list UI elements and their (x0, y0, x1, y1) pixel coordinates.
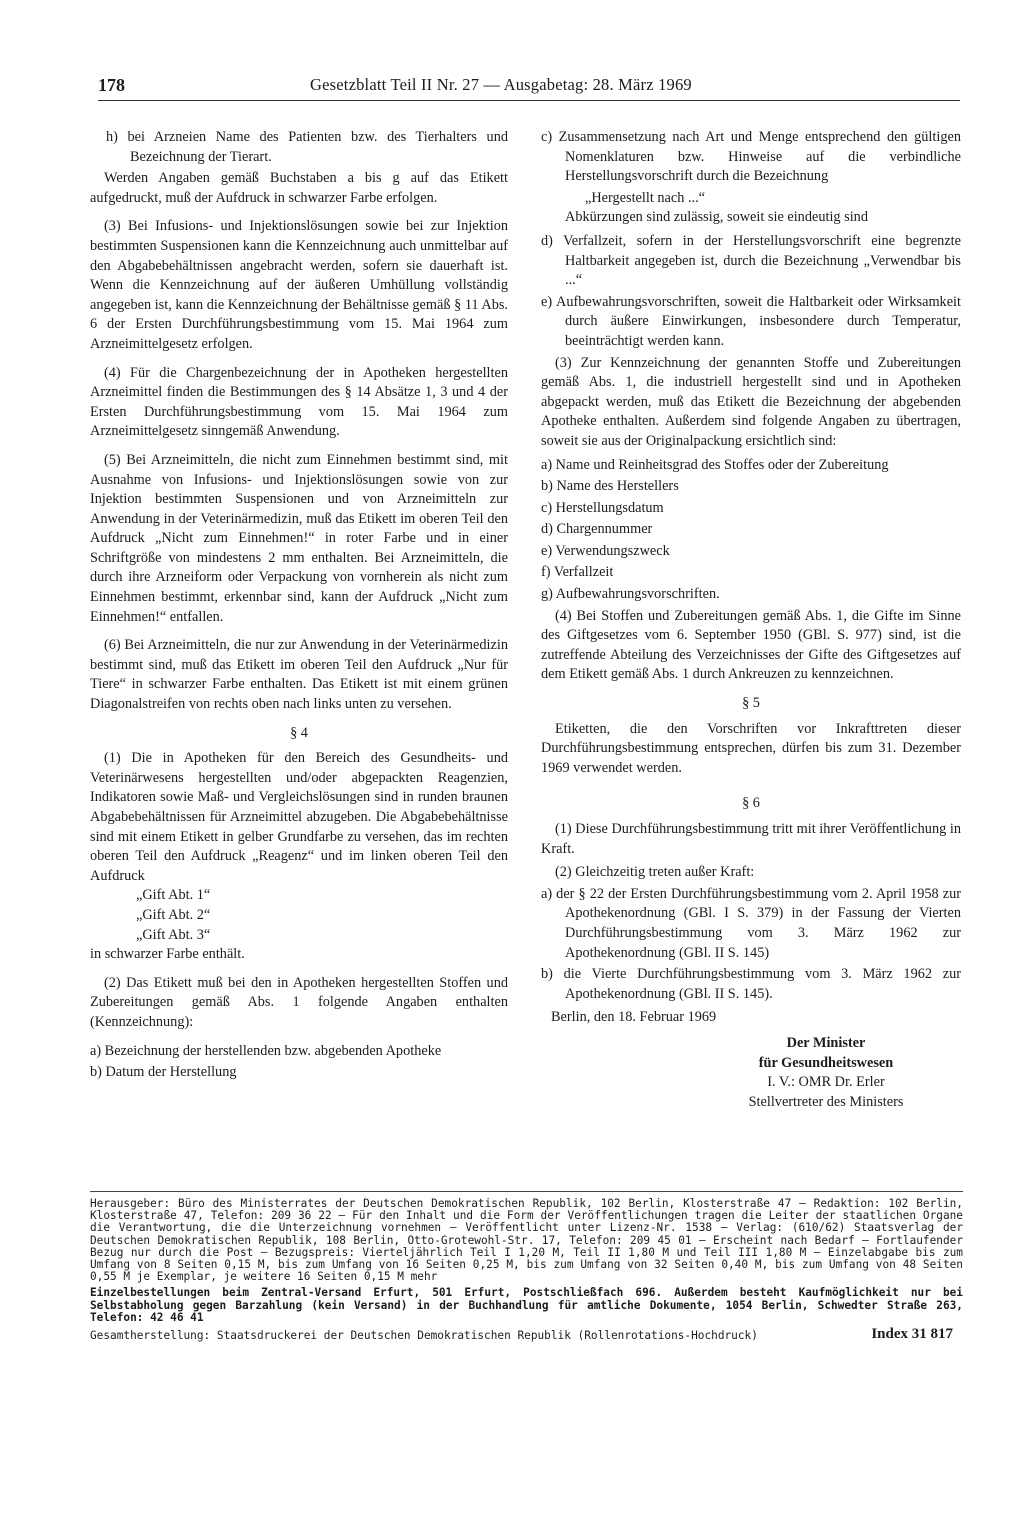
list-item-h: h) bei Arzneien Name des Patienten bzw. des Tierhalters und Bezeichnung der Tierart. (106, 129, 508, 165)
right-column (541, 128, 961, 1112)
header-rule (98, 100, 960, 101)
minister-title: Der Minister (786, 1034, 866, 1051)
imprint: Gesamtherstellung: Staatsdruckerei der Deutschen Demokratischen Republik (Rollenrotations-Hochdruck) (90, 1329, 758, 1343)
publisher-info: Herausgeber: Büro des Ministerrates der Deutschen Demokratischen Republik, 102 Berlin, Klosterstraße 47 – Redaktion: 102 Berlin, Klosterstraße 47, Telefon: 209 36 22 – Für den Inhalt und die Form der Veröffentlichungen tragen die Leiter der staatlichen Organe die Verantwortung, die die Unterzeichnung vornehmen – Veröffentlicht unter Lizenz-Nr. 1538 – Verlag: (610/62) Staatsverlag der Deutschen Demokratischen Republik, 108 Berlin, Otto-Grotewohl-Str. 17, Telefon: 209 45 01 – Erscheint nach Bedarf – Fortlaufender Bezug nur durch die Post – Bezugspreis: Vierteljährlich Teil I 1,20 M, Teil II 1,80 M und Teil III 1,80 M – Einzelabgabe bis zum Umfang von 8 Seiten 0,15 M, bis zum Umfang von 16 Seiten 0,25 M, bis zum Umfang von 32 Seiten 0,40 M, bis zum Umfang von 48 Seiten 0,55 M je Exemplar, je weitere 16 Seiten 0,15 M mehr (90, 1197, 963, 1284)
list-item: a) der § 22 der Ersten Durchführungsbestimmung vom 2. April 1958 zur Apothekenordnung (GBl. I S. 379) in der Fassung der Vierten Durchführungsbestimmung vom 3. März 1962 zur Apothekenordnung (GBl. II S. 145) (541, 885, 961, 961)
header-title: Gesetzblatt Teil II Nr. 27 — Ausgabetag: 28. März 1969 (310, 75, 692, 94)
list-item: a) Name und Reinheitsgrad des Stoffes oder der Zubereitung (541, 456, 889, 473)
section-6-paragraph-1: (1) Diese Durchführungsbestimmung tritt mit ihrer Veröffentlichung in Kraft. (541, 821, 961, 857)
section-4-paragraph-1-end: in schwarzer Farbe enthält. (90, 946, 245, 963)
list-item-e: e) Aufbewahrungsvorschriften, soweit die Haltbarkeit oder Wirksamkeit durch äußere Einwirkungen, insbesondere durch Temperatur, beeinträchtigt werden kann. (541, 293, 961, 349)
page-header (98, 75, 960, 99)
gift-line: „Gift Abt. 1“ (136, 887, 211, 904)
section-5-text: Etiketten, die den Vorschriften vor Inkrafttreten dieser Durchführungsbestimmung entsprechen, dürfen bis zum 31. Dezember 1969 verwendet werden. (541, 720, 961, 776)
paragraph-6: (6) Bei Arzneimitteln, die nur zur Anwendung in der Veterinärmedizin bestimmt sind, muß das Etikett im oberen Teil den Aufdruck „Nur für Tiere“ in schwarzer Farbe enthalten. Das Etikett ist mit einem grünen Diagonalstreifen von rechts oben nach links unten zu versehen. (90, 637, 508, 713)
section-5-heading: § 5 (742, 695, 760, 712)
paragraph-5: (5) Bei Arzneimitteln, die nicht zum Einnehmen bestimmt sind, mit Ausnahme von Infusions- und Injektionslösungen sowie von zur Injektion bestimmten Suspensionen und von Arzneimitteln zur Anwendung in der Veterinärmedizin, muß das Etikett im oberen Teil den Aufdruck „Nicht zum Einnehmen!“ in roter Farbe und in einer Schriftgröße von mindestens 2 mm enthalten. Bei Arzneimitteln, die durch ihre Arzneiform oder Verpackung von vornherein als nicht zum Einnehmen bestimmt, erkennbar sind, kann der Aufdruck „Nicht zum Einnehmen!“ entfallen. (90, 451, 508, 625)
index-number: Index 31 817 (871, 1326, 953, 1343)
list-item: e) Verwendungszweck (541, 542, 670, 559)
list-item-c-quote: „Hergestellt nach ...“ (585, 189, 706, 206)
list-item: a) Bezeichnung der herstellenden bzw. abgebenden Apotheke (90, 1042, 442, 1059)
paragraph-3: (3) Zur Kennzeichnung der genannten Stoffe und Zubereitungen gemäß Abs. 1, die industriell hergestellt sind und in Apotheken abgepackt werden, muß das Etikett die Bezeichnung der abgebenden Apotheke enthalten. Außerdem sind folgende Angaben zu übertragen, soweit sie aus der Originalpackung ersichtlich sind: (541, 354, 961, 449)
footer-rule (90, 1191, 963, 1192)
page-number: 178 (98, 75, 125, 95)
section-4-heading: § 4 (290, 724, 308, 741)
paragraph-3: (3) Bei Infusions- und Injektionslösungen sowie bei zur Injektion bestimmten Suspensionen kann die Kennzeichnung auch unmittelbar auf den Abgabebehältnissen angebracht werden, sofern sie dauerhaft ist. Wenn die Kennzeichnung auf der äußeren Umhüllung vollständig angegeben ist, kann die Kennzeichnung der Behältnisse gemäß § 11 Abs. 6 der Ersten Durchführungsbestimmung vom 15. Mai 1964 zum Arzneimittelgesetz erfolgen. (90, 218, 508, 352)
order-info: Einzelbestellungen beim Zentral-Versand Erfurt, 501 Erfurt, Postschließfach 696. Außerdem besteht Kaufmöglichkeit nur bei Selbstabholung gegen Barzahlung (kein Versand) in der Buchhandlung für amtliche Dokumente, 1054 Berlin, Schwedter Straße 263, Telefon: 42 46 41 (90, 1286, 963, 1324)
footer (90, 1198, 963, 1346)
imprint-row (90, 1326, 963, 1346)
list-item: f) Verfallzeit (541, 564, 614, 581)
list-item: d) Chargennummer (541, 521, 653, 538)
gift-line: „Gift Abt. 2“ (136, 906, 211, 923)
left-column (90, 128, 508, 1085)
list-item: b) Name des Herstellers (541, 478, 679, 495)
list-item: b) die Vierte Durchführungsbestimmung vom 3. März 1962 zur Apothekenordnung (GBl. II S. 145). (541, 966, 961, 1002)
list-item: g) Aufbewahrungsvorschriften. (541, 586, 720, 603)
paragraph-aufdruck: Werden Angaben gemäß Buchstaben a bis g auf das Etikett aufgedruckt, muß der Aufdruck in schwarzer Farbe erfolgen. (90, 170, 508, 206)
list-item-c-abbrev: Abkürzungen sind zulässig, soweit sie eindeutig sind (565, 209, 868, 226)
paragraph-4: (4) Bei Stoffen und Zubereitungen gemäß Abs. 1, die Gifte im Sinne des Giftgesetzes vom 6. September 1950 (GBl. S. 977) sind, ist die zutreffende Abteilung des Verzeichnisses der Gifte des Giftgesetzes auf dem Etikett gemäß Abs. 1 durch Ankreuzen zu kennzeichnen. (541, 607, 961, 683)
ministry-name: für Gesundheitswesen (758, 1054, 894, 1071)
section-6-paragraph-2: (2) Gleichzeitig treten außer Kraft: (555, 864, 755, 881)
signatory: I. V.: OMR Dr. Erler (767, 1074, 885, 1091)
date-line: Berlin, den 18. Februar 1969 (551, 1009, 717, 1026)
section-4-paragraph-2: (2) Das Etikett muß bei den in Apotheken hergestellten Stoffen und Zubereitungen gemäß Abs. 1 folgende Angaben enthalten (Kennzeichnung): (90, 974, 508, 1030)
list-item: c) Herstellungsdatum (541, 499, 664, 516)
list-item: b) Datum der Herstellung (90, 1064, 237, 1081)
section-6-heading: § 6 (742, 795, 760, 812)
paragraph-4: (4) Für die Chargenbezeichnung der in Apotheken hergestellten Arzneimittel finden die Bestimmungen des § 14 Absätze 1, 3 und 4 der Ersten Durchführungsbestimmung vom 15. Mai 1964 zum Arzneimittelgesetz sinngemäß Anwendung. (90, 364, 508, 440)
gift-line: „Gift Abt. 3“ (136, 926, 211, 943)
list-item-c: c) Zusammensetzung nach Art und Menge entsprechend den gültigen Nomenklaturen bzw. Hinweise auf die verbindliche Herstellungsvorschrift durch die Bezeichnung (541, 129, 961, 185)
list-item-d: d) Verfallzeit, sofern in der Herstellungsvorschrift eine begrenzte Haltbarkeit angegeben ist, durch die Bezeichnung „Verwendbar bis ...“ (541, 232, 961, 289)
section-4-paragraph-1: (1) Die in Apotheken für den Bereich des Gesundheits- und Veterinärwesens hergestellten und/oder abgepackten Reagenzien, Indikatoren sowie Maß- und Vergleichslösungen sind in runden braunen Abgabebehältnissen für Arzneimittel abzugeben. Die Abgabebehältnisse sind mit einem Etikett in gelber Grundfarbe zu versehen, das im rechten oberen Teil den Aufdruck „Reagenz“ und im linken oberen Teil den Aufdruck (90, 750, 508, 884)
signatory-role: Stellvertreter des Ministers (748, 1093, 904, 1110)
